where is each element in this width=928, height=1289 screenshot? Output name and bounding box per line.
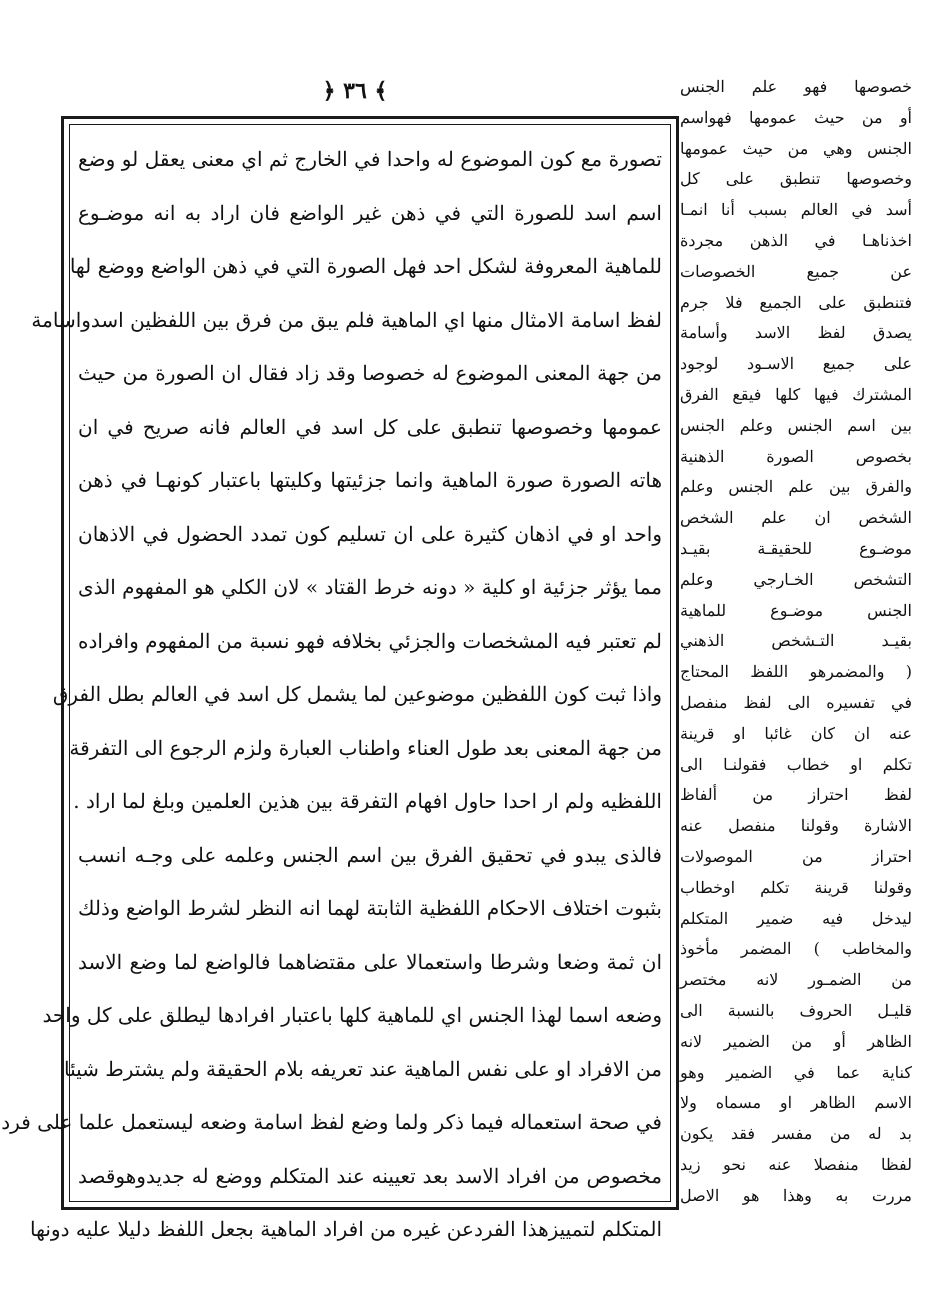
margin-text-line: والفرق بين علم الجنس وعلم	[680, 477, 912, 497]
main-text-line: اسم اسد للصورة التي في ذهن غير الواضع فان اراد به انه موضـوع	[78, 200, 662, 225]
margin-text-line: الجنس وهي من حيث عمومها	[680, 138, 912, 158]
margin-text-line: موضـوع للحقيقـة بقيـد	[680, 538, 912, 558]
margin-text-line: بد له من مفسر فقد يكون	[680, 1124, 912, 1144]
margin-text-line: على جميع الاسـود لوجود	[680, 354, 912, 374]
margin-text-line: في تفسيره الى لفظ منفصل	[680, 692, 912, 712]
margin-text-line: ليدخل فيه ضمير المتكلم	[680, 908, 912, 928]
margin-text-line: الجنس موضـوع للماهية	[680, 600, 912, 620]
main-text-line: واحد او في اذهان كثيرة على ان تسليم كون تمدد الحضول في الاذهان	[78, 521, 662, 546]
main-text-line: مخصوص من افراد الاسد بعد تعيينه عند المتكلم ووضع له جديدوهوقصد	[78, 1163, 662, 1188]
main-text-line: من جهة المعنى بعد طول العناء واطناب العبارة ولزم الرجوع الى التفرقة	[69, 735, 662, 760]
margin-text-line: يصدق لفظ الاسد وأسامة	[680, 323, 912, 343]
main-text-line: تصورة مع كون الموضوع له واحدا في الخارج ثم اي معنى يعقل لو وضع	[78, 147, 662, 171]
margin-text-line: قليـل الحروف بالنسبة الى	[680, 1000, 912, 1020]
main-text-line: فالذى يبدو في تحقيق الفرق بين اسم الجنس وعلمه على وجـه انسب	[78, 842, 662, 867]
main-text-line: عمومها وخصوصها تنطبق على كل اسد في العالم فانه صريح في ان	[78, 414, 662, 439]
margin-text-line: أو من حيث عمومها فهواسم	[680, 107, 912, 127]
main-text-line: ان ثمة وضعا وشرطا واستعمالا على مقتضاهما فالواضع لما وضع الاسد	[78, 949, 662, 974]
margin-text-line: بقيـد التـشخص الذهني	[680, 631, 912, 651]
margin-text-line: أسد في العالم بسبب أنا انمـا	[680, 200, 912, 220]
page-number: ﴿ ٣٦ ﴾	[322, 78, 388, 104]
main-text-line: في صحة استعماله فيما ذكر ولما وضع لفظ اسامة وضعه ليستعمل علما على فرد	[1, 1110, 662, 1134]
main-text-line: وضعه اسما لهذا الجنس اي للماهية كلها باعتبار افرادها ليطلق على كل واحد	[42, 1003, 662, 1027]
margin-text-line: ( والمضمرهو اللفظ المحتاج	[680, 662, 912, 682]
margin-text-line: بين اسم الجنس وعلم الجنس	[680, 415, 912, 435]
margin-text-line: فتنطبق على الجميع فلا جرم	[680, 292, 912, 312]
margin-text-line: مررت به وهذا هو الاصل	[680, 1185, 912, 1205]
main-text-line: اللفظيه ولم ار احدا حاول افهام التفرقة بين هذين العلمين وبلغ لما اراد .	[73, 789, 662, 813]
main-text-line: مما يؤثر جزئية او كلية « دونه خرط القتاد » لان الكلي هو المفهوم الذى	[78, 575, 662, 599]
margin-text-line: لفظ احتراز من ألفاظ	[680, 785, 912, 805]
margin-text-line: كناية عما في الضمير وهو	[680, 1062, 912, 1082]
main-text-line: لم تعتبر فيه المشخصات والجزئي بخلافه فهو نسبة من المفهوم وافراده	[78, 628, 662, 653]
main-text-line: من جهة المعنى الموضوع له خصوصا وقد زاد فقال ان الصورة من حيث	[78, 361, 662, 385]
margin-text-line: تكلم او خطاب فقولنـا الى	[680, 754, 912, 774]
main-text-line: لفظ اسامة الامثال منها اي الماهية فلم يبق من فرق بين اللفظين اسدواسامة	[31, 307, 662, 332]
main-text-line: للماهية المعروفة لشكل احد فهل الصورة التي في ذهن الواضع ووضع لها	[69, 254, 662, 278]
margin-commentary	[680, 72, 912, 1211]
margin-text-line: الظاهر أو من الضمير لانه	[680, 1031, 912, 1051]
margin-text-line: التشخص الخـارجي وعلم	[680, 569, 912, 589]
margin-text-line: الشخص ان علم الشخص	[680, 508, 912, 528]
main-text-line: واذا ثبت كون اللفظين موضوعين لما يشمل كل اسد في العالم بطل الفرق	[52, 682, 662, 706]
margin-text-line: الاشارة وقولنا منفصل عنه	[680, 816, 912, 836]
margin-text-line: وقولنا قرينة تكلم اوخطاب	[680, 877, 912, 897]
main-text-body	[1, 133, 662, 1257]
main-text-line: من الافراد او على نفس الماهية عند تعريفه بلام الحقيقة ولم يشترط شيئا	[64, 1056, 662, 1081]
margin-text-line: اخذناهـا في الذهن مجردة	[680, 230, 912, 250]
main-text-line: هاته الصورة صورة الماهية وانما جزئيتها وكليتها باعتبار كونهـا في ذهن	[78, 468, 662, 492]
margin-text-line: احتراز من الموصولات	[680, 846, 912, 866]
main-text-line: بثبوت اختلاف الاحكام اللفظية الثابتة لهما انه النظر لشرط الواضع وذلك	[78, 896, 662, 920]
margin-text-line: وخصوصها تنطبق على كل	[680, 169, 912, 189]
main-text-line: المتكلم لتمييزهذا الفردعن غيره من افراد الماهية بجعل اللفظ دليلا عليه دونها	[30, 1217, 662, 1241]
margin-text-line: عنه ان كان غائبا او قرينة	[680, 723, 912, 743]
margin-text-line: والمخاطب ) المضمر مأخوذ	[680, 939, 912, 959]
margin-text-line: الاسم الظاهر او مسماه ولا	[680, 1093, 912, 1113]
margin-text-line: خصوصها فهو علم الجنس	[680, 77, 912, 96]
margin-text-line: بخصوص الصورة الذهنية	[680, 446, 912, 466]
margin-text-line: لفظا منفصلا عنه نحو زيد	[680, 1154, 912, 1174]
margin-text-line: من الضمـور لانه مختصر	[680, 970, 912, 990]
margin-text-line: عن جميع الخصوصات	[680, 261, 912, 281]
margin-text-line: المشترك فيها كلها فيقع الفرق	[680, 384, 912, 404]
